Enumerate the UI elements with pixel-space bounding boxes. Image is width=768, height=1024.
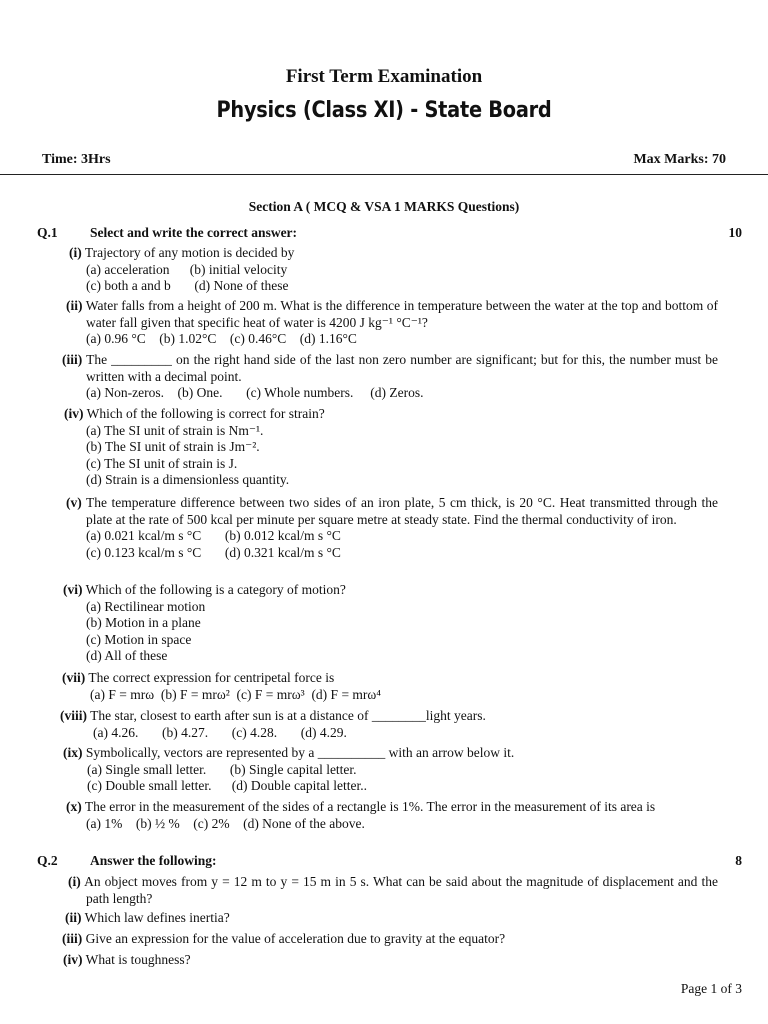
option-line: (c) Motion in space: [86, 631, 192, 647]
option-line: (a) 4.26. (b) 4.27. (c) 4.28. (d) 4.29.: [93, 724, 347, 740]
option-line: (a) Non-zeros. (b) One. (c) Whole numbers. (d) Zeros.: [86, 385, 424, 400]
item-text: The error in the measurement of the sides of a rectangle is 1%. The error in the measurement of its area is: [84, 799, 656, 814]
item-text: The correct expression for centripetal force is: [88, 670, 335, 685]
option-line: (a) 0.96 °C (b) 1.02°C (c) 0.46°C (d) 1.16°C: [86, 331, 357, 346]
item-text: Which law defines inertia?: [84, 910, 230, 925]
item-number: (i): [69, 245, 82, 260]
option-line: (a) Rectilinear motion: [86, 598, 206, 614]
item-number: (vii): [62, 670, 86, 685]
item-text: Which of the following is a category of motion?: [85, 582, 346, 597]
item-text: An object moves from y = 12 m to y = 15 m in 5 s. What can be said about the magnitude of displacement and the path length?: [84, 874, 718, 906]
item-number: (x): [66, 799, 82, 814]
option-line: (b) The SI unit of strain is Jm⁻².: [86, 439, 260, 454]
item-number: (i): [68, 874, 81, 889]
item-text: Give an expression for the value of acceleration due to gravity at the equator?: [85, 931, 506, 946]
item-text: The temperature difference between two sides of an iron plate, 5 cm thick, is 20 °C. Heat transmitted through the plate at the rate of 500 kcal per minute per square metre at steady state. Find the thermal conductivity of iron.: [86, 495, 718, 527]
exam-title: First Term Examination: [285, 66, 483, 87]
item-number: (vi): [63, 582, 83, 597]
item-text: The _________ on the right hand side of the last non zero number are significant; but for this, the number must be written with a decimal point.: [86, 352, 718, 384]
item-text: What is toughness?: [85, 952, 191, 967]
question-item-v: [66, 495, 718, 561]
item-number: (iv): [63, 952, 83, 967]
max-marks-label: Max Marks: 70: [633, 152, 726, 167]
question-item-i: [69, 245, 720, 295]
question-item-ix: [63, 745, 720, 795]
option-line: (a) F = mrω (b) F = mrω² (c) F = mrω³ (d) F = mrω⁴: [90, 686, 382, 702]
item-number: (iii): [62, 931, 83, 946]
item-number: (v): [66, 495, 82, 510]
item-number: (ix): [63, 745, 83, 760]
option-line: (a) 1% (b) ½ % (c) 2% (d) None of the above.: [86, 815, 365, 831]
q2-item-ii: [65, 910, 720, 927]
question-item-vii: [62, 670, 720, 703]
q2-marks: 8: [735, 853, 742, 868]
option-line: (c) The SI unit of strain is J.: [86, 455, 238, 471]
item-number: (iv): [64, 406, 84, 421]
option-line: (d) Strain is a dimensionless quantity.: [86, 472, 290, 487]
time-label: Time: 3Hrs: [42, 152, 111, 167]
q2-item-iv: [63, 952, 720, 969]
q2-item-i: [68, 874, 718, 907]
question-item-vi: [63, 582, 720, 665]
option-line: (a) 0.021 kcal/m s °C (b) 0.012 kcal/m s °C: [86, 528, 341, 543]
option-line: (c) Double small letter. (d) Double capital letter..: [87, 778, 368, 793]
question-item-x: [66, 799, 718, 832]
q2-number: Q.2: [37, 853, 58, 868]
subject-title: Physics (Class XI) - State Board: [216, 98, 552, 123]
option-line: (d) All of these: [86, 648, 168, 663]
item-number: (iii): [62, 352, 83, 367]
q2-title: Answer the following:: [90, 853, 217, 868]
question-item-iii: [62, 352, 718, 402]
item-number: (ii): [66, 298, 83, 313]
option-line: (c) 0.123 kcal/m s °C (d) 0.321 kcal/m s °C: [86, 544, 341, 560]
option-line: (c) both a and b (d) None of these: [86, 278, 289, 293]
q1-title: Select and write the correct answer:: [90, 225, 298, 240]
option-line: (a) acceleration (b) initial velocity: [86, 261, 288, 277]
section-a-heading: Section A ( MCQ & VSA 1 MARKS Questions): [248, 199, 520, 214]
item-text: Which of the following is correct for strain?: [86, 406, 325, 421]
item-number: (ii): [65, 910, 82, 925]
item-text: Symbolically, vectors are represented by a __________ with an arrow below it.: [85, 745, 515, 760]
option-line: (a) Single small letter. (b) Single capital letter.: [87, 761, 357, 777]
item-text: Water falls from a height of 200 m. What is the difference in temperature between the water at the top and bottom of water fall given that specific heat of water is 4200 J kg⁻¹ °C⁻¹?: [85, 298, 718, 330]
question-item-iv: [64, 406, 720, 489]
question-item-viii: [60, 708, 720, 741]
q1-marks: 10: [728, 225, 742, 240]
q2-item-iii: [62, 931, 720, 948]
question-item-ii: [66, 298, 718, 348]
page-number: Page 1 of 3: [680, 981, 742, 996]
q1-number: Q.1: [37, 225, 58, 240]
option-line: (a) The SI unit of strain is Nm⁻¹.: [86, 422, 264, 438]
option-line: (b) Motion in a plane: [86, 615, 201, 630]
item-text: The star, closest to earth after sun is at a distance of ________light years.: [90, 708, 486, 723]
item-text: Trajectory of any motion is decided by: [84, 245, 295, 260]
header-divider: [0, 174, 768, 175]
item-number: (viii): [60, 708, 87, 723]
